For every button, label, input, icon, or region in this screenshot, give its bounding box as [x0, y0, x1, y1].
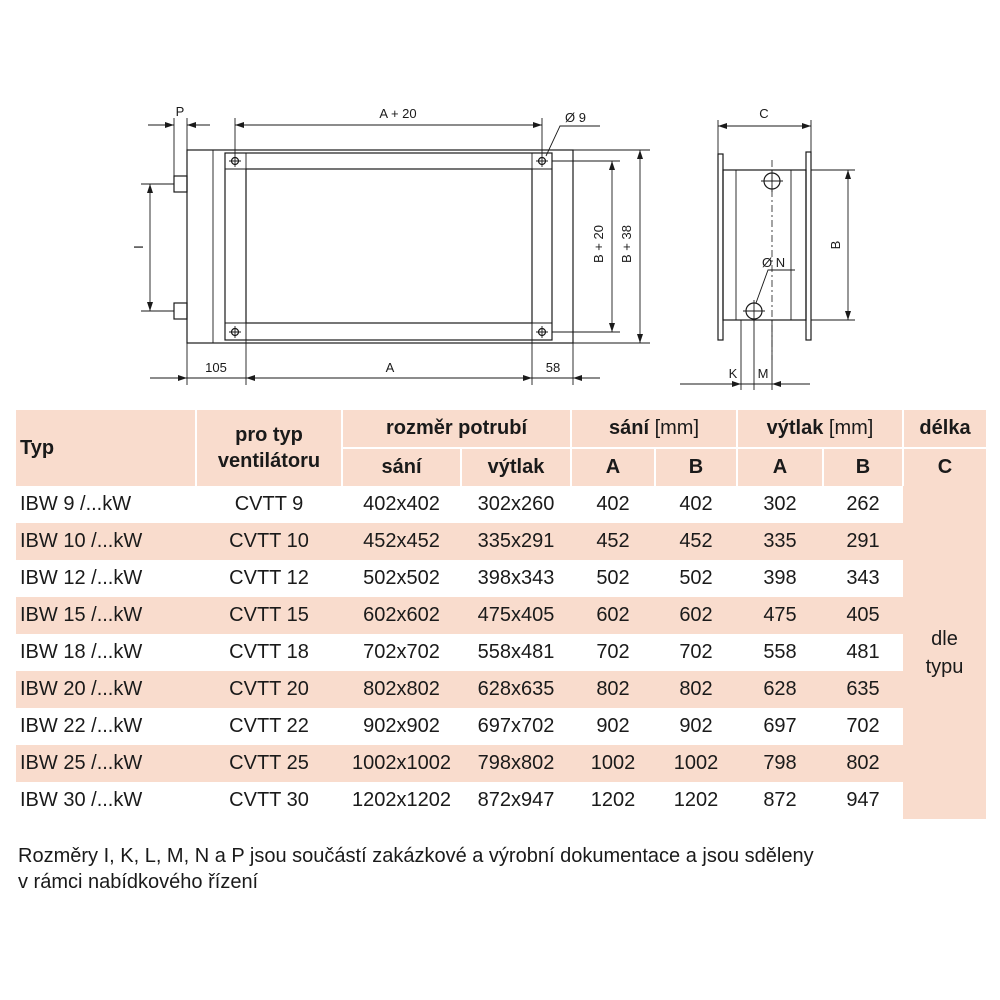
header-sani-group	[571, 410, 737, 448]
table-row	[16, 597, 986, 634]
table-cell-vb: 291	[823, 523, 903, 560]
table-cell-sani: 702x702	[363, 641, 440, 663]
table-cell-va: 302	[763, 493, 797, 515]
header-sub-sani: sání	[342, 448, 461, 486]
table-row	[16, 486, 986, 523]
table-cell-vytlak: 475x405	[461, 597, 571, 634]
header-pro-typ	[196, 410, 342, 486]
table-cell-sb: 502	[679, 567, 713, 589]
table-cell-vytlak: 335x291	[461, 523, 571, 560]
table-cell-sani: 452x452	[342, 523, 461, 560]
table-cell-va: 398	[763, 567, 797, 589]
table-cell-va: 628	[737, 671, 823, 708]
dim-label-b-plus-20: B + 20	[591, 225, 606, 263]
table-cell-vytlak: 558x481	[477, 641, 555, 663]
heater-body-outline	[187, 150, 573, 343]
footnote-line-2: v rámci nabídkového řízení	[18, 871, 259, 893]
table-cell-vent: CVTT 20	[196, 671, 342, 708]
flange-frame	[225, 153, 552, 340]
table-cell-typ: IBW 18 /...kW	[20, 641, 143, 663]
header-pro-typ-line2: ventilátoru	[217, 450, 321, 472]
table-cell-vent: CVTT 10	[196, 523, 342, 560]
dim-label-c: C	[759, 106, 769, 121]
table-cell-sb: 402	[679, 493, 713, 515]
table-cell-typ: IBW 12 /...kW	[20, 567, 143, 589]
dim-label-a: A	[385, 360, 395, 375]
header-pro-typ-line1: pro typ	[235, 424, 303, 446]
table-cell-vent: CVTT 22	[229, 715, 309, 737]
table-cell-typ: IBW 10 /...kW	[16, 523, 196, 560]
table-cell-vb: 481	[846, 641, 880, 663]
dim-label-58: 58	[545, 360, 561, 375]
table-cell-vent: CVTT 30	[229, 789, 309, 811]
dim-label-i: I	[131, 245, 146, 249]
table-cell-sani: 1002x1002	[342, 745, 461, 782]
table-cell-vb: 702	[846, 715, 880, 737]
spec-table-body	[16, 486, 986, 819]
table-cell-va: 335	[737, 523, 823, 560]
table-cell-sb: 902	[679, 715, 713, 737]
header-typ: Typ	[16, 410, 196, 486]
table-row	[16, 782, 986, 819]
dim-label-a-plus-20: A + 20	[379, 106, 417, 121]
side-view	[680, 106, 855, 390]
header-vytlak-unit: [mm]	[828, 417, 874, 439]
spec-table	[16, 410, 986, 819]
table-cell-typ: IBW 30 /...kW	[20, 789, 143, 811]
table-row	[16, 745, 986, 782]
table-cell-sb: 802	[655, 671, 737, 708]
table-cell-vent: CVTT 25	[196, 745, 342, 782]
delka-value-line1: dle	[931, 627, 958, 650]
header-sani-b: B	[655, 448, 737, 486]
table-cell-vb: 802	[823, 745, 903, 782]
table-cell-typ: IBW 22 /...kW	[20, 715, 143, 737]
table-row	[16, 671, 986, 708]
flange-inner-opening	[246, 169, 532, 323]
header-sani-a: A	[571, 448, 655, 486]
dim-label-b: B	[828, 240, 843, 250]
technical-drawing	[0, 0, 1000, 400]
table-cell-sb: 602	[655, 597, 737, 634]
header-delka: délka	[903, 410, 986, 448]
table-cell-va: 697	[763, 715, 797, 737]
header-c: C	[937, 456, 953, 478]
header-sani-group-label: sání	[608, 417, 650, 439]
table-cell-vb: 343	[846, 567, 880, 589]
table-cell-sa: 902	[596, 715, 630, 737]
table-cell-sb: 702	[679, 641, 713, 663]
table-cell-sa: 1002	[571, 745, 655, 782]
pipe-connection-top	[174, 176, 187, 192]
table-cell-sani: 902x902	[363, 715, 440, 737]
table-cell-sani: 1202x1202	[352, 789, 451, 811]
table-cell-sb: 452	[655, 523, 737, 560]
table-cell-va: 475	[737, 597, 823, 634]
table-cell-vytlak: 872x947	[477, 789, 555, 811]
table-cell-vent: CVTT 12	[229, 567, 309, 589]
table-cell-typ: IBW 20 /...kW	[16, 671, 196, 708]
dim-label-hole-n: Ø N	[762, 255, 786, 270]
table-cell-va: 798	[737, 745, 823, 782]
table-cell-va: 558	[763, 641, 797, 663]
table-cell-vb: 635	[823, 671, 903, 708]
table-cell-vytlak: 302x260	[477, 493, 555, 515]
table-cell-sani: 802x802	[342, 671, 461, 708]
delka-value-line2: typu	[925, 655, 964, 678]
table-cell-vytlak: 628x635	[461, 671, 571, 708]
table-cell-sa: 502	[596, 567, 630, 589]
dim-label-k: K	[728, 366, 738, 381]
dim-label-105: 105	[205, 360, 227, 375]
table-cell-vb: 947	[846, 789, 880, 811]
table-cell-sani: 602x602	[342, 597, 461, 634]
flange-right	[806, 152, 811, 340]
table-cell-sa: 802	[571, 671, 655, 708]
dim-label-m: M	[757, 366, 769, 381]
table-cell-sb: 1202	[673, 789, 719, 811]
table-cell-sa: 602	[571, 597, 655, 634]
pipe-connection-bottom	[174, 303, 187, 319]
flange-left	[718, 154, 723, 340]
header-vytlak-group	[737, 410, 903, 448]
table-cell-vytlak: 697x702	[477, 715, 555, 737]
table-cell-vb: 405	[823, 597, 903, 634]
dim-label-p: P	[175, 104, 185, 119]
table-cell-typ: IBW 15 /...kW	[16, 597, 196, 634]
table-cell-vent: CVTT 9	[234, 493, 304, 515]
table-cell-sani: 402x402	[363, 493, 440, 515]
side-body	[723, 170, 806, 320]
dim-label-b-plus-38: B + 38	[619, 225, 634, 263]
table-cell-vytlak: 798x802	[461, 745, 571, 782]
table-cell-vent: CVTT 18	[229, 641, 309, 663]
header-vytlak-a: A	[737, 448, 823, 486]
table-cell-sa: 402	[596, 493, 630, 515]
table-cell-vb: 262	[846, 493, 880, 515]
table-row	[16, 523, 986, 560]
table-cell-vytlak: 398x343	[477, 567, 555, 589]
table-cell-typ: IBW 9 /...kW	[20, 493, 132, 515]
table-cell-sani: 502x502	[363, 567, 440, 589]
header-sub-vytlak: výtlak	[461, 448, 571, 486]
header-vytlak-b: B	[823, 448, 903, 486]
table-cell-sa: 702	[596, 641, 630, 663]
table-cell-typ: IBW 25 /...kW	[16, 745, 196, 782]
front-view	[131, 104, 650, 385]
table-row	[16, 634, 986, 671]
header-sani-unit: [mm]	[654, 417, 700, 439]
dim-label-hole-9: Ø 9	[565, 110, 586, 125]
table-cell-sa: 452	[571, 523, 655, 560]
table-row	[16, 708, 986, 745]
header-vytlak-group-label: výtlak	[766, 417, 824, 439]
table-cell-vent: CVTT 15	[196, 597, 342, 634]
header-rozmer-potrubi: rozměr potrubí	[342, 410, 571, 448]
table-cell-sa: 1202	[590, 789, 636, 811]
table-row	[16, 560, 986, 597]
table-cell-delka	[903, 486, 986, 819]
footnote	[18, 843, 978, 895]
table-cell-va: 872	[763, 789, 797, 811]
table-cell-sb: 1002	[655, 745, 737, 782]
footnote-line-1: Rozměry I, K, L, M, N a P jsou součástí zakázkové a výrobní dokumentace a jsou sděleny	[18, 845, 814, 867]
